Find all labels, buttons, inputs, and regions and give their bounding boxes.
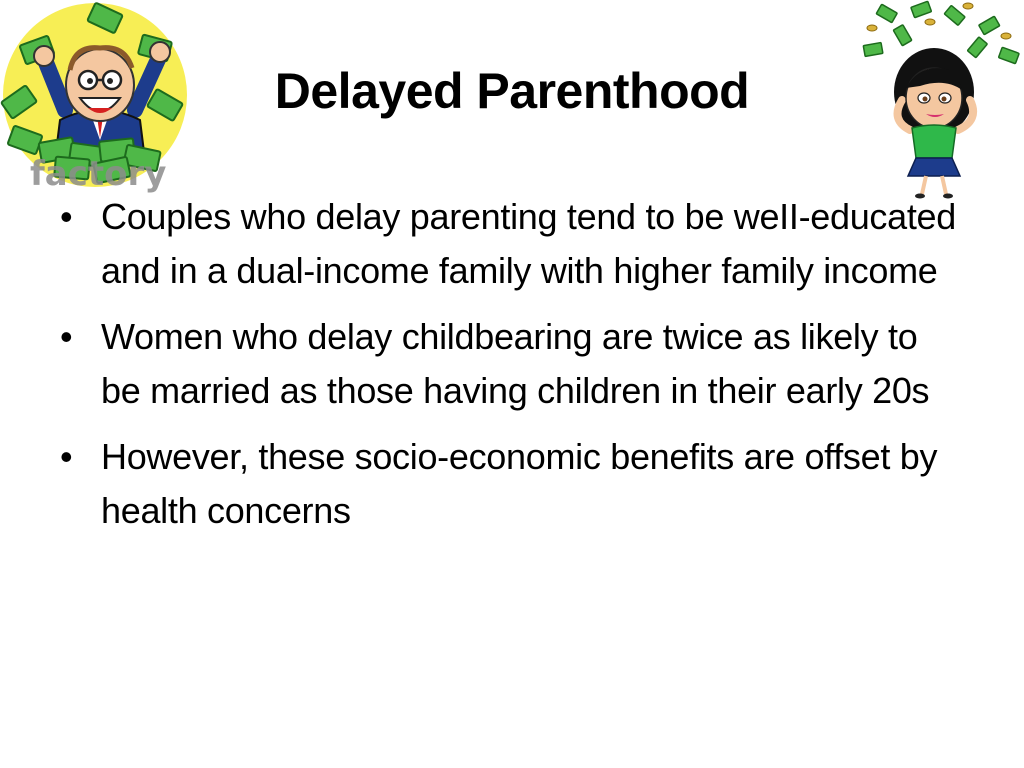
bullet-marker: • (60, 316, 73, 357)
bullet-item (56, 310, 966, 418)
watermark-text: factory (30, 154, 167, 194)
bullet-list (56, 190, 966, 550)
bullet-text: Couples who delay parenting tend to be weII-educated and in a dual-income family with higher family income (101, 196, 956, 291)
bullet-item (56, 430, 966, 538)
bullet-text: Women who delay childbearing are twice as likely to be married as those having children in their early 20s (101, 316, 930, 411)
bullet-marker: • (60, 196, 73, 237)
slide-title: Delayed Parenthood (274, 63, 750, 119)
bullet-item (56, 190, 966, 298)
bullet-marker: • (60, 436, 73, 477)
bullet-text: However, these socio-economic benefits are offset by health concerns (101, 436, 938, 531)
